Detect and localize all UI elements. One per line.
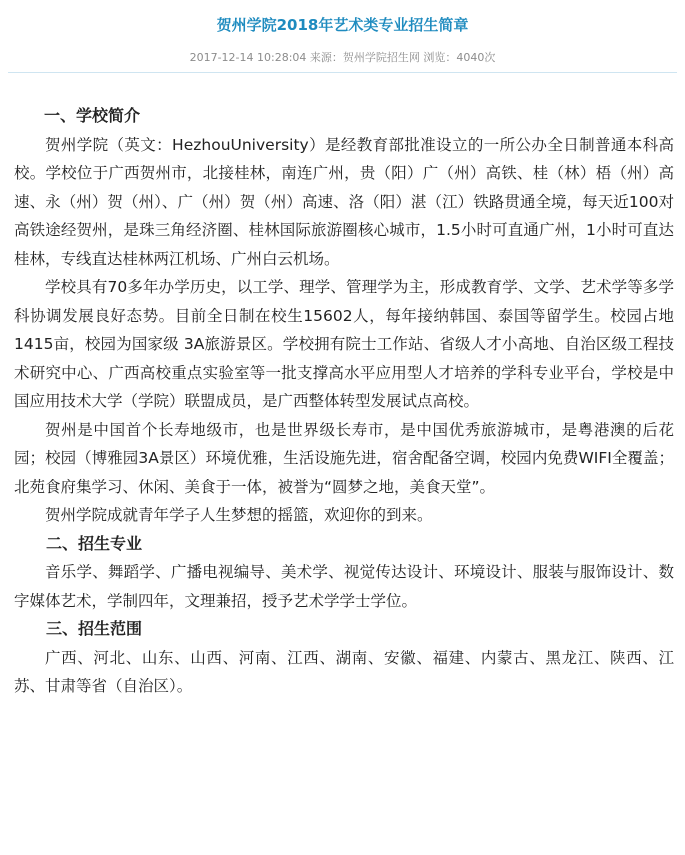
section-heading-majors: 二、招生专业: [46, 533, 143, 553]
intro-paragraph-2: 学校具有70多年办学历史，以工学、理学、管理学为主，形成教育学、文学、艺术学等多学科协调发展良好态势。目前全日制在校生15602人，每年接纳韩国、泰国等留学生。校园占地1415亩，校园为国家级 3A旅游景区。学校拥有院士工作站、省级人才小高地、自治区级工程技术研究中心、广西高校重点实验室等一批支撑高水平应用型人才培养的学科专业平台，学校是中国应用技术大学（学院）联盟成员，是广西整体转型发展试点高校。: [14, 278, 674, 410]
section-heading-intro: 一、学校简介: [44, 106, 141, 125]
scope-paragraph: 广西、河北、山东、山西、河南、江西、湖南、安徽、福建、内蒙古、黑龙江、陕西、江苏、甘肃等省（自治区）。: [14, 648, 674, 695]
article-title: 贺州学院2018年艺术类专业招生简章: [216, 16, 469, 34]
article-meta: 2017-12-14 10:28:04 来源：贺州学院招生网 浏览：4040次: [189, 51, 496, 64]
intro-paragraph-4: 贺州学院成就青年学子人生梦想的摇篮，欢迎你的到来。: [45, 506, 433, 524]
article-body: [14, 96, 674, 701]
section-heading-scope: 三、招生范围: [46, 619, 143, 638]
majors-paragraph: 音乐学、舞蹈学、广播电视编导、美术学、视觉传达设计、环境设计、服装与服饰设计、数字媒体艺术，学制四年，文理兼招，授予艺术学学士学位。: [14, 563, 674, 610]
header-divider: [8, 72, 677, 73]
intro-paragraph-1: 贺州学院（英文：HezhouUniversity）是经教育部批准设立的一所公办全日制普通本科高校。学校位于广西贺州市，北接桂林，南连广州，贵（阳）广（州）高铁、桂（林）梧（州）高速、永（州）贺（州）、广（州）贺（州）高速、洛（阳）湛（江）铁路贯通全境，每天近100对高铁途经贺州，是珠三角经济圈、桂林国际旅游圈核心城市，1.5小时可直通广州，1小时可直达桂林，专线直达桂林两江机场、广州白云机场。: [14, 135, 674, 268]
intro-paragraph-3: 贺州是中国首个长寿地级市，也是世界级长寿市，是中国优秀旅游城市，是粤港澳的后花园；校园（博雅园3A景区）环境优雅，生活设施先进，宿舍配备空调，校园内免费WIFI全覆盖；北苑食府集学习、休闲、美食于一体，被誉为“圆梦之地，美食天堂”。: [14, 420, 674, 496]
